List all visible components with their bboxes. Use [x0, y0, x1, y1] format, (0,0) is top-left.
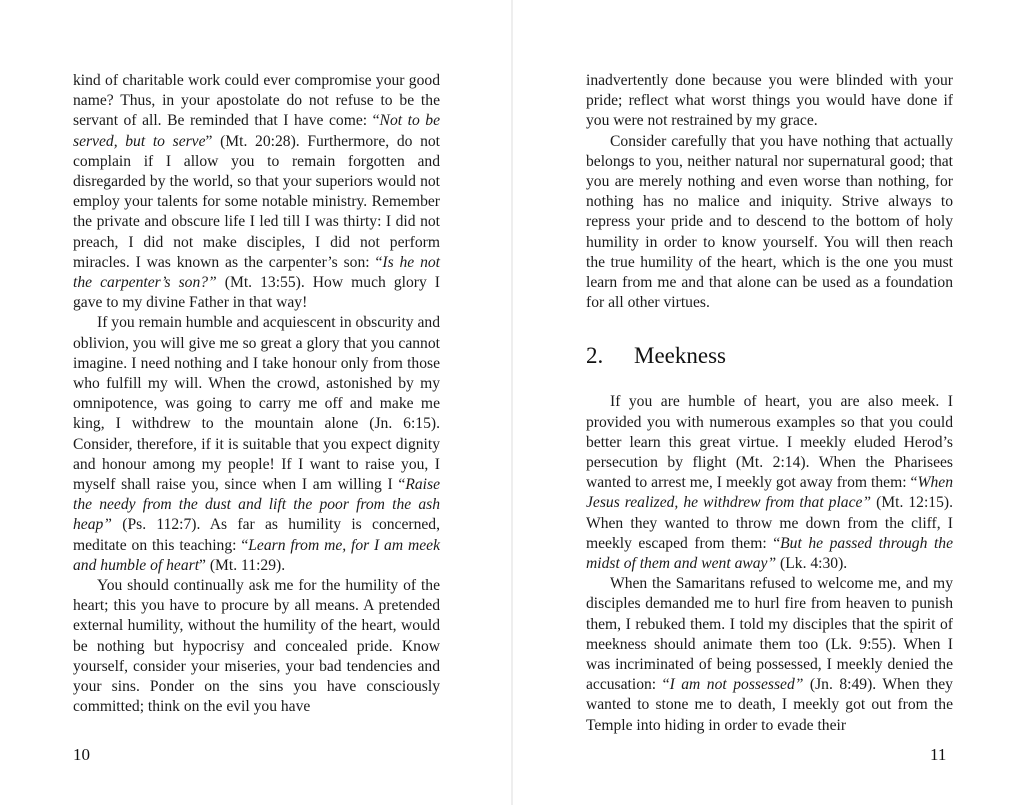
text-run: ” (Mt. 11:29).: [199, 556, 286, 574]
page-number-right: 11: [930, 745, 947, 764]
paragraph: [73, 576, 440, 717]
italic-quote: But he passed through the midst of them and went away”: [586, 534, 953, 573]
right-page-intro: [586, 71, 953, 313]
text-run: ” (Mt. 20:28). Furthermore, do not complain if I allow you to remain forgotten and disregarded by the world, so that your superiors would not employ your talents for some notable ministry. Remember the private and obscure life I led till I was thirty: I did not preach, I did not make disciples, I did not perform miracles. I was known as the carpenter’s son: “: [73, 132, 440, 271]
paragraph: [586, 132, 953, 314]
italic-quote: Is he not the carpenter’s son?”: [73, 253, 441, 292]
text-run: Consider carefully that you have nothing that actually belongs to you, neither natural nor supernatural good; that you are merely nothing and even worse than nothing, for nothing has no malice and iniquity. Strive always to repress your pride and to descend to the bottom of holy humility in order to know yourself. You will then reach the true humility of the heart, which is the one you must learn from me and that alone can be used as a foundation for all other virtues.: [586, 132, 953, 312]
text-run: (Jn. 8:49). When they wanted to stone me to death, I meekly got out from the Temple into hiding in order to evade their: [586, 676, 953, 734]
text-run: inadvertently done because you were blinded with your pride; reflect what worst things you would have done if you were not restrained by my grace.: [586, 72, 953, 130]
text-run: If you are humble of heart, you are also meek. I provided you with numerous examples so that you could better learn this great virtue. I meekly eluded Herod’s persecution by flight (Mt. 2:14). When the Pharisees wanted to arrest me, I meekly got away from them: “: [586, 393, 953, 492]
section-heading: [586, 341, 953, 371]
paragraph: [73, 313, 440, 576]
text-run: You should continually ask me for the humility of the heart; this you have to procure by all means. A pretended external humility, without the humility of the heart, would be nothing but hypocrisy and concealed pride. Know yourself, consider your miseries, your bad tendencies and your sins. Ponder on the sins you have consciously committed; think on the evil you have: [73, 577, 440, 716]
left-page-body: [73, 71, 440, 718]
text-run: (Ps. 112:7). As far as humility is concerned, meditate on this teaching: “: [73, 516, 440, 554]
paragraph: [586, 392, 953, 574]
italic-quote: I am not possessed”: [669, 676, 804, 694]
right-page: [512, 0, 1024, 805]
paragraph: [586, 71, 953, 132]
text-run: (Mt. 12:15). When they wanted to throw me down from the cliff, I meekly escaped from them: “: [586, 494, 953, 552]
italic-quote: When Jesus realized, he withdrew from that place”: [586, 474, 953, 512]
right-page-section-body: [586, 392, 953, 735]
section-title: Meekness: [634, 343, 726, 369]
section-number: 2.: [586, 343, 604, 369]
right-page-body: [586, 71, 953, 736]
paragraph: [73, 71, 440, 313]
text-run: (Mt. 13:55). How much glory I gave to my divine Father in that way!: [73, 274, 440, 312]
italic-quote: Not to be served, but to serve: [73, 112, 440, 150]
text-run: If you remain humble and acquiescent in obscurity and oblivion, you will give me so great a glory that you cannot imagine. I need nothing and I take honour only from those who fulfill my will. When the crowd, astonished by my omnipotence, was going to carry me off and make me king, I withdrew to the mountain alone (Jn. 6:15). Consider, therefore, if it is suitable that you expect dignity and honour among my people! If I want to raise you, I myself shall raise you, since when I am willing I “: [73, 314, 440, 494]
paragraph: [586, 574, 953, 736]
text-run: (Lk. 4:30).: [776, 555, 848, 573]
italic-quote: Raise the needy from the dust and lift the poor from the ash heap”: [73, 476, 440, 534]
text-run: When the Samaritans refused to welcome me, and my disciples demanded me to hurl fire from heaven to punish them, I rebuked them. I told my disciples that the spirit of meekness should animate them too (Lk. 9:55). When I was incriminated of being possessed, I meekly denied the accusation: “: [586, 575, 953, 694]
text-run: kind of charitable work could ever compromise your good name? Thus, in your apostolate do not refuse to be the servant of all. Be reminded that I have come: “: [73, 72, 440, 130]
page-number-left: 10: [73, 745, 90, 764]
italic-quote: Learn from me, for I am meek and humble of heart: [73, 536, 440, 574]
